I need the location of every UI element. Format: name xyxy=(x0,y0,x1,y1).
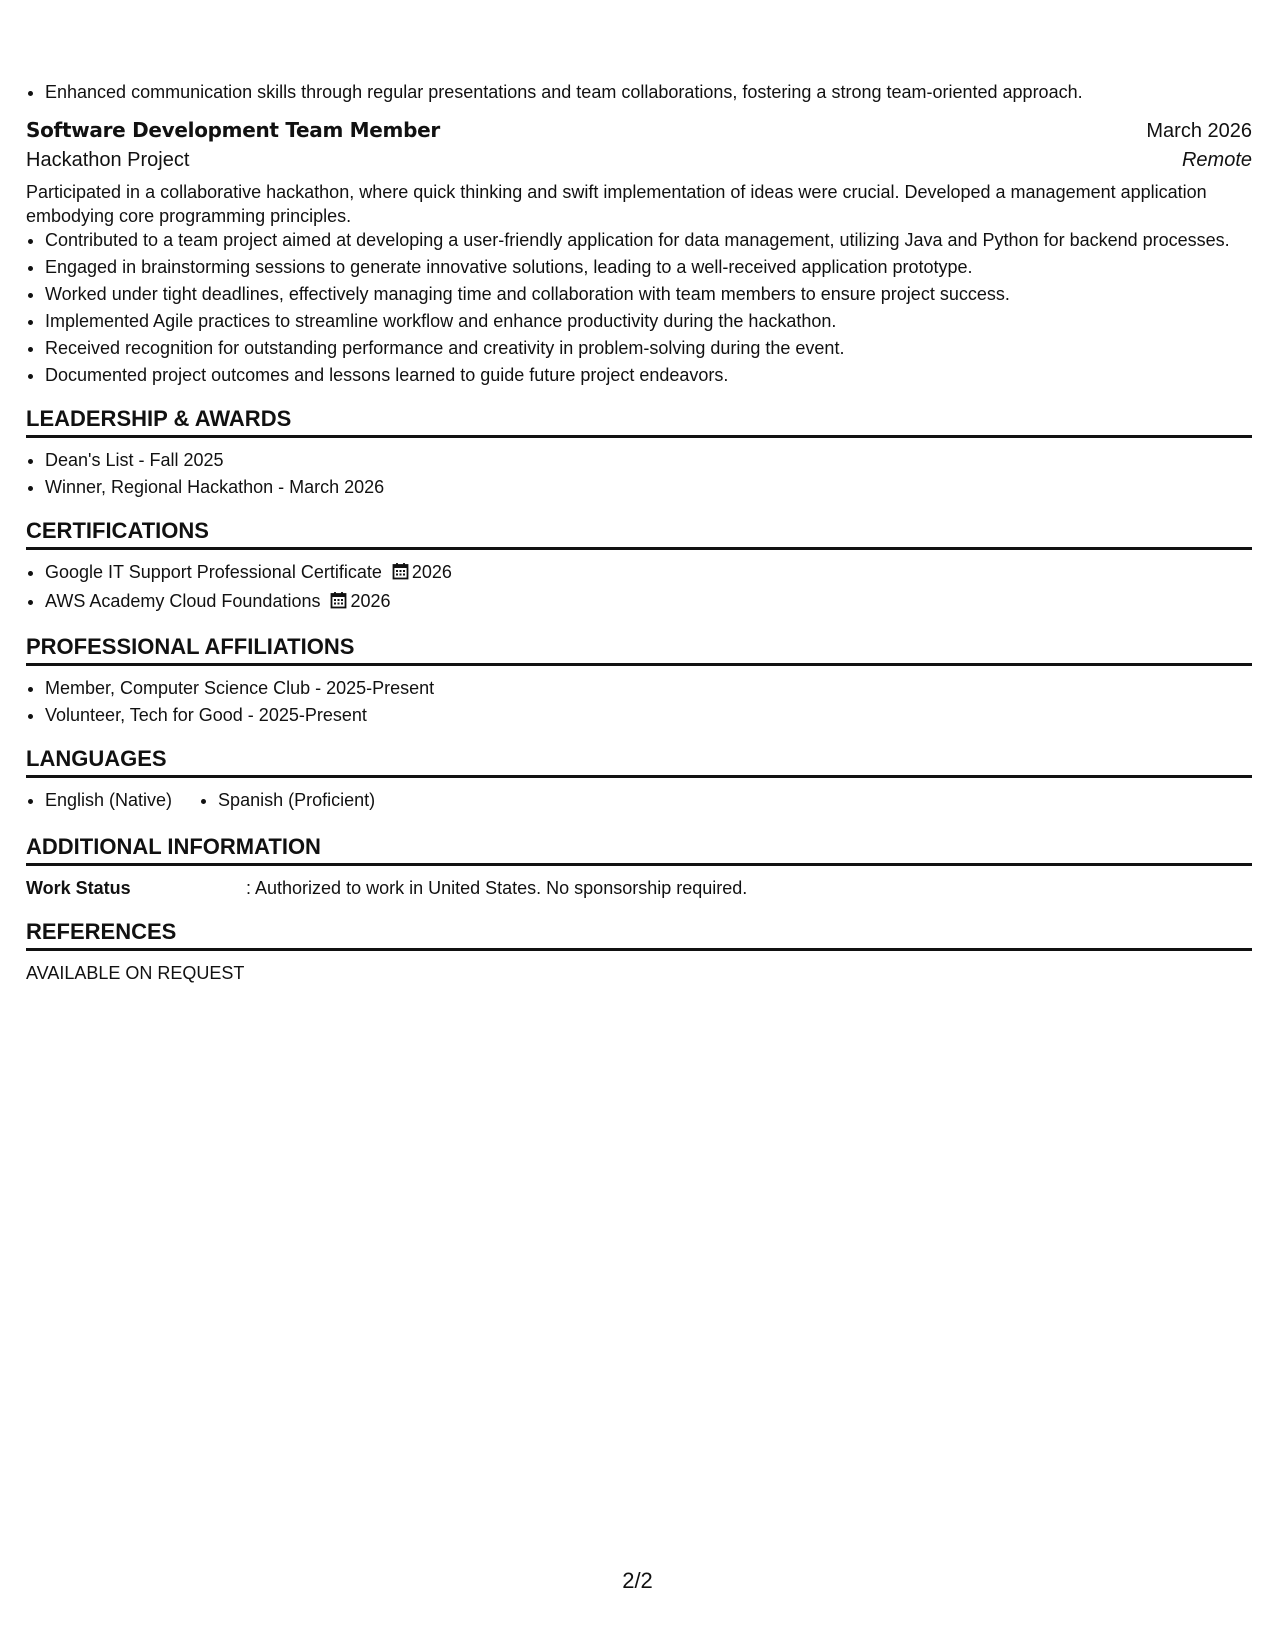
list-item: • Worked under tight deadlines, effectively managing time and collaboration with team members to ensure project success. xyxy=(45,282,1252,306)
references-section xyxy=(26,918,1252,985)
certification-item xyxy=(45,560,1252,586)
list-item: • Engaged in brainstorming sessions to generate innovative solutions, leading to a well-received application prototype. xyxy=(45,255,1252,279)
section-heading: ADDITIONAL INFORMATION xyxy=(26,833,1252,866)
calendar-icon xyxy=(330,591,347,615)
list-item: • Received recognition for outstanding performance and creativity in problem-solving during the event. xyxy=(45,336,1252,360)
job-organization: Hackathon Project xyxy=(26,149,190,171)
certifications-section xyxy=(26,517,1252,615)
list-item: • Spanish (Proficient) xyxy=(218,788,375,812)
resume-page xyxy=(26,0,1252,985)
list-item: • Winner, Regional Hackathon - March 2026 xyxy=(45,475,1252,499)
page-number: 2/2 xyxy=(622,1568,653,1593)
additional-info-section xyxy=(26,833,1252,900)
certification-year: 2026 xyxy=(350,591,391,611)
job-date: March 2026 xyxy=(1146,120,1252,142)
languages-section xyxy=(26,745,1252,815)
section-heading: PROFESSIONAL AFFILIATIONS xyxy=(26,633,1252,666)
section-heading: CERTIFICATIONS xyxy=(26,517,1252,550)
job-description: Participated in a collaborative hackathon, where quick thinking and swift implementation of ideas were crucial. Developed a management application embodying core programming principles. xyxy=(26,182,1207,226)
list-item: • Implemented Agile practices to streamline workflow and enhance productivity during the hackathon. xyxy=(45,309,1252,333)
certification-year: 2026 xyxy=(411,562,452,582)
list-item: • Contributed to a team project aimed at developing a user-friendly application for data management, utilizing Java and Python for backend processes. xyxy=(45,228,1252,252)
list-item: • Documented project outcomes and lessons learned to guide future project endeavors. xyxy=(45,363,1252,387)
section-heading: LANGUAGES xyxy=(26,745,1252,778)
info-value: : Authorized to work in United States. No sponsorship required. xyxy=(246,878,748,898)
section-heading: LEADERSHIP & AWARDS xyxy=(26,405,1252,438)
job-header xyxy=(26,118,1252,143)
list-item: • Enhanced communication skills through regular presentations and team collaborations, fostering a strong team-oriented approach. xyxy=(45,80,1252,104)
list-item: • English (Native) xyxy=(45,788,172,812)
continued-bullet-list xyxy=(26,80,1252,104)
section-heading: REFERENCES xyxy=(26,918,1252,951)
certification-name: Google IT Support Professional Certificate xyxy=(45,562,382,582)
calendar-icon xyxy=(392,562,409,586)
affiliations-section xyxy=(26,633,1252,727)
affiliations-list xyxy=(26,676,1252,727)
info-key: Work Status xyxy=(26,878,131,898)
certification-item xyxy=(45,589,1252,615)
leadership-list xyxy=(26,448,1252,499)
job-bullet-list xyxy=(26,228,1252,387)
job-location: Remote xyxy=(1181,149,1252,171)
list-item: • Volunteer, Tech for Good - 2025-Present xyxy=(45,703,1252,727)
list-item: • Dean's List - Fall 2025 xyxy=(45,448,1252,472)
leadership-section xyxy=(26,405,1252,499)
info-row xyxy=(26,876,1252,900)
certifications-list xyxy=(26,560,1252,615)
certification-name: AWS Academy Cloud Foundations xyxy=(45,591,321,611)
job-subheader xyxy=(26,149,1252,172)
job-title: Software Development Team Member xyxy=(26,118,440,142)
references-text: AVAILABLE ON REQUEST xyxy=(26,963,245,983)
list-item: • Member, Computer Science Club - 2025-Present xyxy=(45,676,1252,700)
languages-list xyxy=(26,788,1252,815)
